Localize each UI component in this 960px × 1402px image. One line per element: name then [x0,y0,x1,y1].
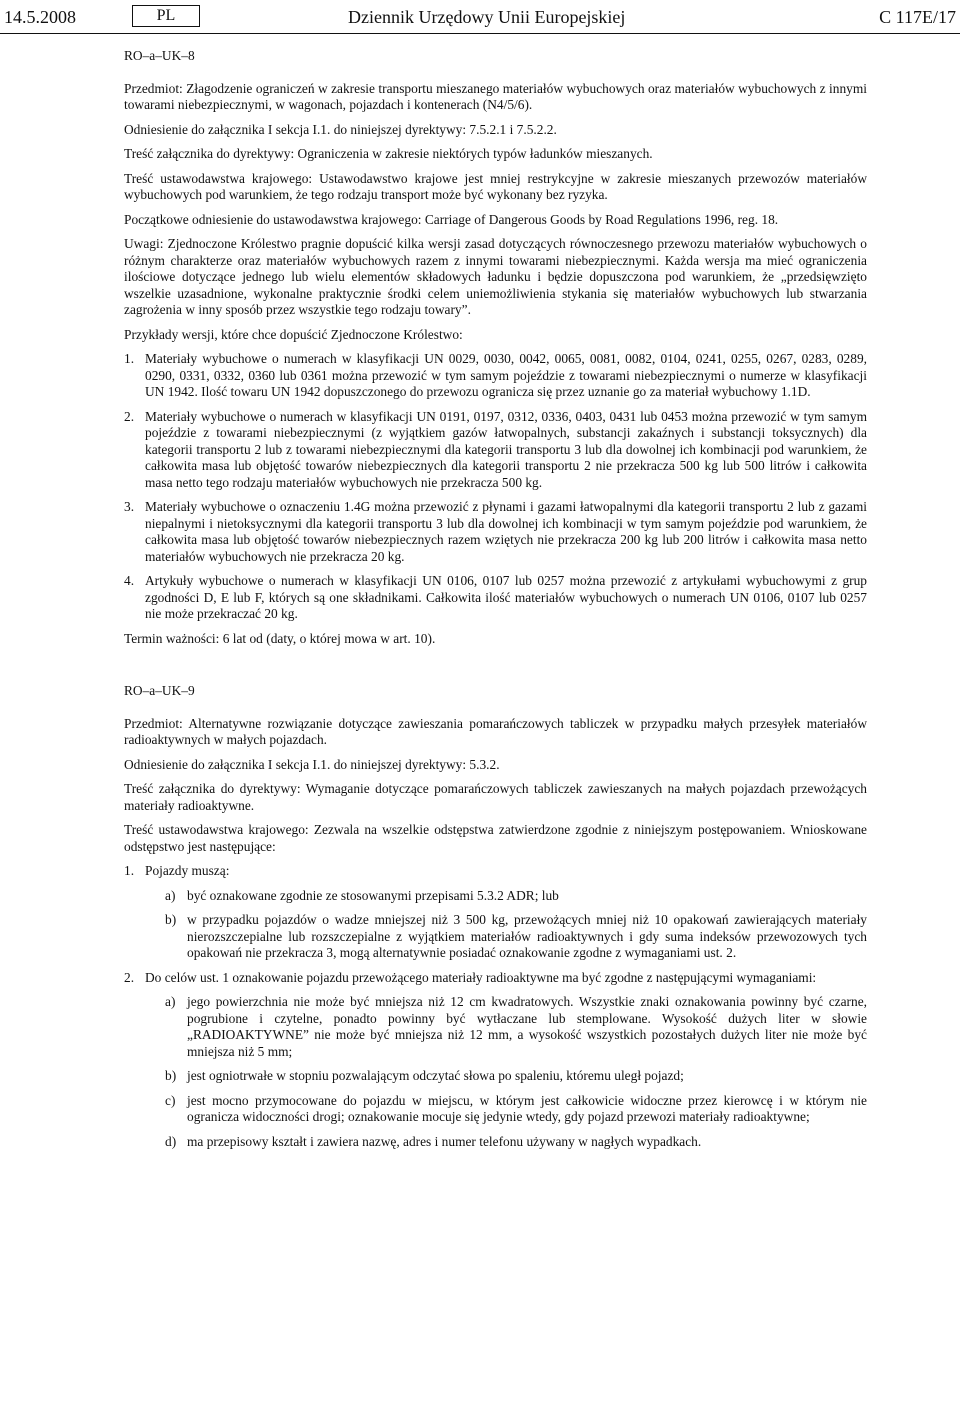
examples-list [124,351,867,623]
national-law-paragraph: Treść ustawodawstwa krajowego: Zezwala na wszelkie odstępstwa zatwierdzone zgodnie z niniejszym postępowaniem. Wnioskowane odstępstwo jest następujące: [124,822,867,854]
section-gap [124,655,867,683]
sub-list [165,888,867,962]
list-item [124,970,867,1151]
sub-item-text: ma przepisowy kształt i zawiera nazwę, adres i numer telefonu używany w nagłych wypadkach. [187,1133,702,1149]
sub-item-letter: c) [165,1092,176,1108]
sub-item-letter: b) [165,1068,177,1083]
list-item-number: 1. [124,351,135,366]
header-rule [0,33,960,34]
section-id: RO–a–UK–9 [124,683,195,698]
initial-reference-paragraph: Początkowe odniesienie do ustawodawstwa krajowego: Carriage of Dangerous Goods by Road Regulations 1996, reg. 18. [124,211,779,227]
list-item-number: 1. [124,863,135,878]
list-item-number: 2. [124,969,135,985]
sub-item-text: być oznakowane zgodnie ze stosowanymi przepisami 5.3.2 ADR; lub [187,887,559,903]
examples-intro: Przykłady wersji, które chce dopuścić Zjednoczone Królestwo: [124,326,463,342]
sub-item [165,912,867,962]
subject-paragraph: Przedmiot: Alternatywne rozwiązanie dotyczące zawieszania pomarańczowych tabliczek w przypadku małych przesyłek materiałów radioaktywnych w małych pojazdach. [124,715,867,747]
sub-item [165,888,867,905]
sub-item-letter: b) [165,912,177,927]
annex-paragraph: Treść załącznika do dyrektywy: Wymaganie dotyczące pomarańczowych tabliczek zawieszanych na małych pojazdach przewożących materiały radioaktywne. [124,781,867,813]
page-header [0,0,960,30]
subject-paragraph: Przedmiot: Złagodzenie ograniczeń w zakresie transportu mieszanego materiałów wybuchowych oraz materiałów wybuchowych z innymi towarami niebezpiecznymi, w wagonach, pojazdach i kontenerach (N4/5/6). [124,80,867,112]
list-item-text: Do celów ust. 1 oznakowanie pojazdu przewożącego materiały radioaktywne ma być zgodne z następującymi wymaganiami: [145,969,817,985]
section-id: RO–a–UK–8 [124,48,195,63]
sub-item [165,994,867,1060]
sub-list [165,994,867,1150]
list-item-text: Materiały wybuchowe o numerach w klasyfikacji UN 0191, 0197, 0312, 0336, 0403, 0431 lub 0453 można przewozić w tym samym pojeździe z towarami niebezpiecznymi (z wyjątkiem gazów łatwopalnych, substancji zakaźnych i substancji toksycznych) dla kategorii transportu 2 lub z towarami niebezpiecznymi dla kategorii transportu 3 lub dla dowolnej ich kombinacji pod warunkiem, że całkowita masa lub objętość towarów niebezpiecznych dla kategorii transportu 2 nie przekracza 500 kg lub 500 litrów i całkowita masa netto tego rodzaju materiałów wybuchowych nie przekracza 500 kg. [145,408,867,490]
journal-title: Dziennik Urzędowy Unii Europejskiej [348,7,626,27]
list-item-text: Artykuły wybuchowe o numerach w klasyfikacji UN 0106, 0107 lub 0257 można przewozić z artykułami wybuchowymi z grup zgodności D, E lub F, których są one składnikami. Całkowita ilość materiałów wybuchowych o numerach UN 0106, 0107 lub 0257 nie może przekraczać 20 kg. [145,573,867,621]
list-item-number: 2. [124,408,135,424]
list-item-text: Materiały wybuchowe o oznaczeniu 1.4G można przewozić z płynami i gazami łatwopalnymi dla kategorii transportu 2 lub z gazami niepalnymi i nietoksycznymi dla kategorii transportu 3 lub dla dowolnej ich kombinacji w tym samym pojeździe pod warunkiem, że całkowita masa lub objętość towarów niebezpiecznych razem wziętych nie przekracza 200 kg lub 200 litrów i całkowita masa netto materiałów wybuchowych nie przekracza 20 kg. [145,499,867,564]
sub-item-letter: d) [165,1133,177,1149]
sub-item-text: w przypadku pojazdów o wadze mniejszej niż 3 500 kg, przewożących mniej niż 10 opakowań zawierających materiały nierozszczepialne lub rozszczepialne z wyjątkiem materiałów radioaktywnych i gdy suma indeksów przewozowych tych opakowań nie przekracza 3, mogą alternatywnie posiadać oznakowanie zgodne z wymaganiami ust. 2. [187,912,867,960]
sub-item-letter: a) [165,994,176,1009]
sub-item [165,1068,867,1085]
list-item-text: Materiały wybuchowe o numerach w klasyfikacji UN 0029, 0030, 0042, 0065, 0081, 0082, 0104, 0241, 0255, 0267, 0283, 0289, 0290, 0331, 0332, 0360 lub 0361 można przewozić w tym samym pojeździe z towarami niebezpiecznymi o numerze w klasyfikacji UN 1942. Ilość towaru UN 1942 dopuszczonego do przewozu ogranicza się przez uznanie go za materiał wybuchowy 1.1D. [145,351,867,399]
remarks-paragraph: Uwagi: Zjednoczone Królestwo pragnie dopuścić kilka wersji zasad dotyczących równoczesnego przewozu materiałów wybuchowych o różnym charakterze oraz materiałów wybuchowych razem z innymi towarami niebezpiecznymi. Każda wersja ma mieć ograniczenia ilościowe dotyczące jednego lub wielu elementów składowych ładunku i będzie dopuszczona pod warunkiem, że „przedsięwzięto wszelkie uzasadnione, wykonalne praktycznie środki celem uniemożliwienia stykania się materiałów wybuchowych lub stwarzania zagrożenia w inny sposób przez wszystkie tego rodzaju towary”. [124,236,867,317]
list-item [124,499,867,565]
list-item [124,351,867,401]
reference-paragraph: Odniesienie do załącznika I sekcja I.1. do niniejszej dyrektywy: 5.3.2. [124,756,500,772]
list-item [124,573,867,623]
list-item-text: Pojazdy muszą: [145,863,230,878]
sub-item-text: jest ogniotrwałe w stopniu pozwalającym odczytać słowa po spaleniu, któremu uległ pojazd; [187,1068,684,1083]
document-body [124,48,867,1158]
list-item-number: 3. [124,499,135,514]
validity-paragraph: Termin ważności: 6 lat od (daty, o której mowa w art. 10). [124,630,436,646]
sub-item-text: jest mocno przymocowane do pojazdu w miejscu, w którym jest całkowicie widoczne przez kierowcę i w którym nie ogranicza widoczności drogi; oznakowanie mocuje się jedynie wtedy, gdy pojazd przewozi materiały radioaktywne; [187,1092,867,1124]
language-badge: PL [132,5,200,27]
list-item-number: 4. [124,573,135,588]
journal-reference: C 117E/17 [879,7,956,27]
requirements-list [124,863,867,1150]
list-item [124,409,867,492]
publication-date: 14.5.2008 [4,7,76,27]
list-item [124,863,867,962]
sub-item-text: jego powierzchnia nie może być mniejsza niż 12 cm kwadratowych. Wszystkie znaki oznakowania powinny być czarne, pogrubione i czytelne, ponadto powinny być wytłaczane lub stemplowane. Wysokość dużych liter w słowie „RADIOAKTYWNE” nie może być mniejsza niż 12 mm, a wysokość wszystkich pozostałych dużych liter nie może być mniejsza niż 5 mm; [187,994,867,1059]
reference-paragraph: Odniesienie do załącznika I sekcja I.1. do niniejszej dyrektywy: 7.5.2.1 i 7.5.2.2. [124,121,557,137]
sub-item [165,1093,867,1126]
sub-item-letter: a) [165,887,176,903]
sub-item [165,1134,867,1151]
annex-paragraph: Treść załącznika do dyrektywy: Ograniczenia w zakresie niektórych typów ładunków mieszanych. [124,146,653,161]
national-law-paragraph: Treść ustawodawstwa krajowego: Ustawodawstwo krajowe jest mniej restrykcyjne w zakresie mieszanych przewozów materiałów wybuchowych pod warunkiem, że tego rodzaju transport może być wykonany bez ryzyka. [124,170,867,202]
